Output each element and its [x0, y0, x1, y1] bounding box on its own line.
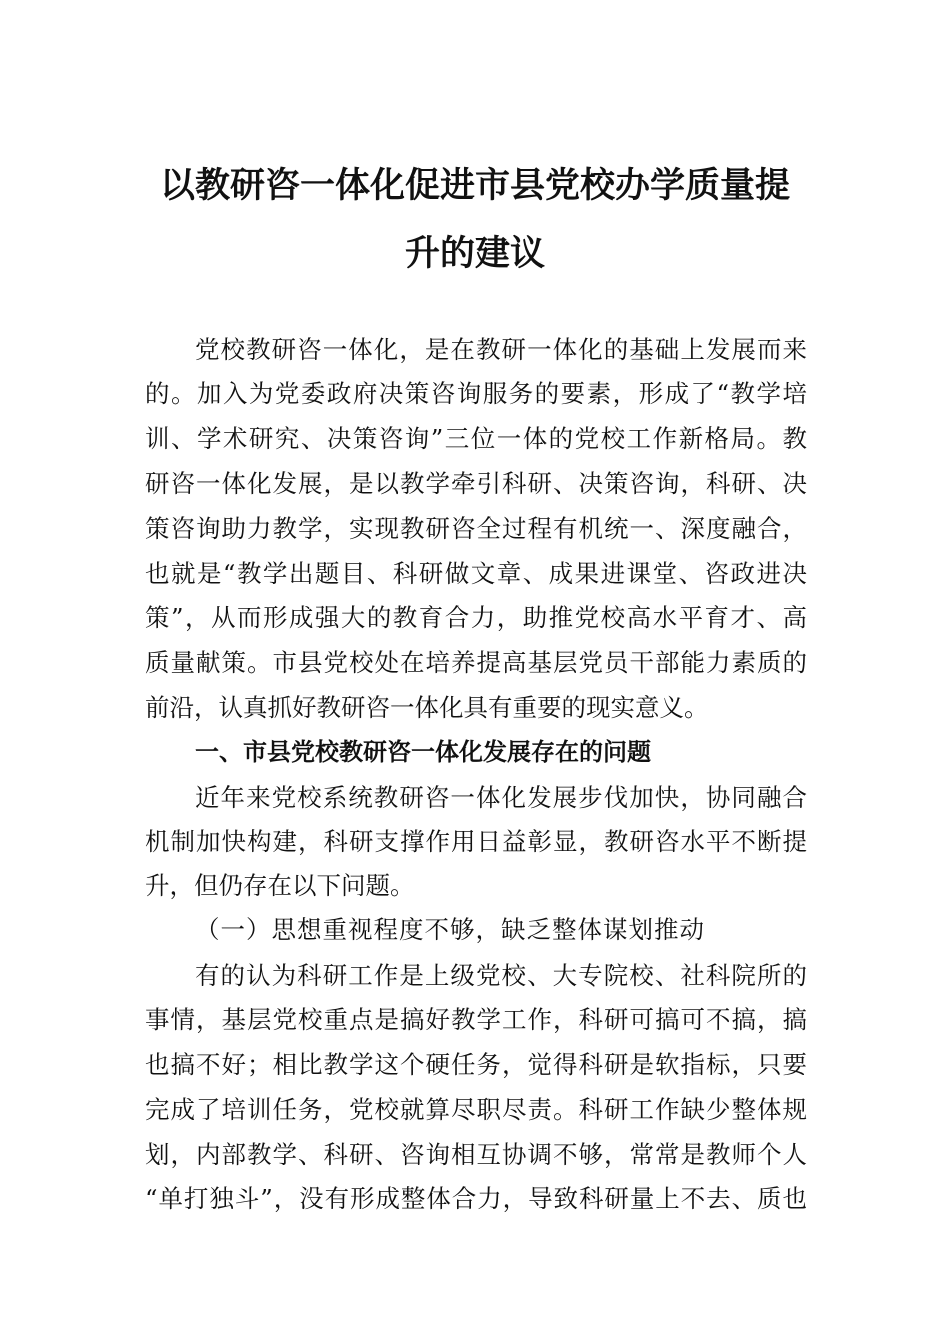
text-line: 机制加快构建，科研支撑作用日益彰显，教研咨水平不断提	[145, 827, 807, 856]
text-line: 升，但仍存在以下问题。	[145, 871, 415, 900]
text-line: 近年来党校系统教研咨一体化发展步伐加快，协同融合	[195, 783, 807, 812]
text-line: 训、学术研究、决策咨询”三位一体的党校工作新格局。教	[145, 424, 807, 453]
text-line: 事情，基层党校重点是搞好教学工作，科研可搞可不搞，搞	[145, 1005, 807, 1034]
text-line: 研咨一体化发展，是以教学牵引科研、决策咨询，科研、决	[145, 469, 807, 498]
text-line: 划，内部教学、科研、咨询相互协调不够，常常是教师个人	[145, 1140, 807, 1169]
subsection-heading-1: （一）思想重视程度不够，缺乏整体谋划推动	[195, 915, 705, 944]
section-heading-1: 一、市县党校教研咨一体化发展存在的问题	[195, 738, 651, 766]
document-title-line-2: 升的建议	[404, 233, 545, 274]
text-line: 有的认为科研工作是上级党校、大专院校、社科院所的	[195, 961, 807, 990]
text-line: 策”，从而形成强大的教育合力，助推党校高水平育才、高	[145, 603, 807, 632]
text-line: 质量献策。市县党校处在培养提高基层党员干部能力素质的	[145, 648, 807, 677]
document-title-line-1: 以教研咨一体化促进市县党校办学质量提	[159, 165, 790, 206]
text-line: 的。加入为党委政府决策咨询服务的要素，形成了“教学培	[145, 379, 807, 408]
text-line: 党校教研咨一体化，是在教研一体化的基础上发展而来	[195, 335, 807, 364]
text-line: 前沿，认真抓好教研咨一体化具有重要的现实意义。	[145, 693, 709, 722]
text-line: 也搞不好；相比教学这个硬任务，觉得科研是软指标，只要	[145, 1050, 807, 1079]
text-line: “单打独斗”，没有形成整体合力，导致科研量上不去、质也	[145, 1184, 807, 1213]
text-line: 策咨询助力教学，实现教研咨全过程有机统一、深度融合，	[145, 514, 807, 543]
text-line: 完成了培训任务，党校就算尽职尽责。科研工作缺少整体规	[145, 1095, 807, 1124]
text-line: 也就是“教学出题目、科研做文章、成果进课堂、咨政进决	[145, 559, 807, 588]
